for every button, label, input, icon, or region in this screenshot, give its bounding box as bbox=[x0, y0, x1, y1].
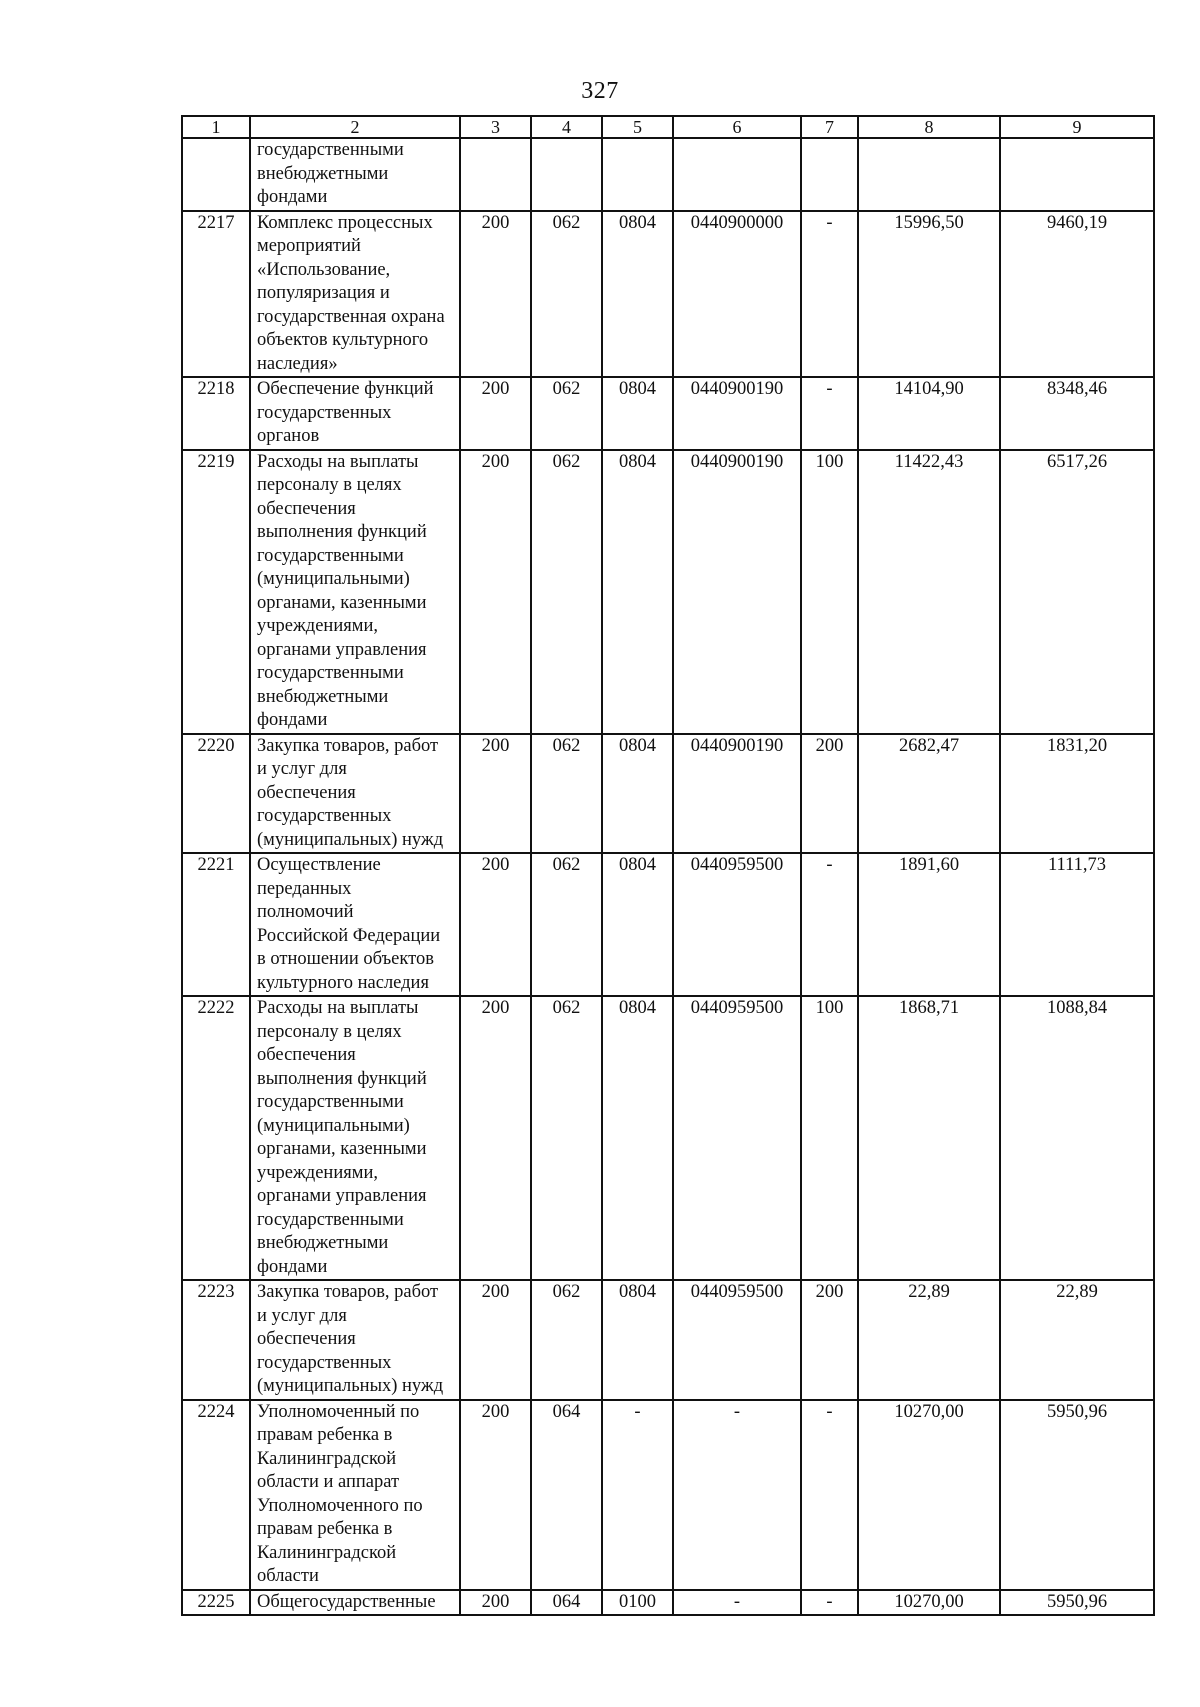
code-col-3-cell bbox=[460, 138, 531, 211]
amount-col-9: 1831,20 bbox=[1046, 735, 1108, 756]
code-col-7-cell bbox=[801, 996, 858, 1280]
expense-name: государственными внебюджетными фондами bbox=[257, 140, 404, 207]
code-col-4-cell bbox=[531, 211, 602, 378]
amount-col-9: 5950,96 bbox=[1046, 1401, 1108, 1422]
row-number: 2219 bbox=[197, 451, 235, 472]
code-col-5: 0804 bbox=[619, 379, 656, 399]
row-number-cell bbox=[182, 377, 250, 450]
code-col-5-cell bbox=[602, 211, 673, 378]
row-number-cell bbox=[182, 211, 250, 378]
code-col-7-cell bbox=[801, 138, 858, 211]
code-col-6-cell bbox=[673, 734, 801, 854]
table-row bbox=[182, 450, 1154, 734]
row-number: 2217 bbox=[197, 212, 235, 233]
amount-col-9-cell bbox=[1000, 211, 1154, 378]
code-col-4-cell bbox=[531, 377, 602, 450]
code-col-4-cell bbox=[531, 996, 602, 1280]
code-col-5: 0100 bbox=[619, 1591, 656, 1612]
code-col-6: 0440959500 bbox=[690, 998, 784, 1018]
amount-col-8: 14104,90 bbox=[894, 379, 964, 399]
code-col-4: 062 bbox=[552, 855, 581, 875]
amount-col-9-cell bbox=[1000, 853, 1154, 996]
code-col-3-cell bbox=[460, 377, 531, 450]
header-cell-5: 5 bbox=[602, 116, 673, 138]
budget-table bbox=[181, 115, 1155, 1616]
code-col-5-cell bbox=[602, 996, 673, 1280]
amount-col-8-cell bbox=[858, 853, 1000, 996]
code-col-7-cell bbox=[801, 853, 858, 996]
code-col-3: 200 bbox=[481, 379, 510, 399]
code-col-3-cell bbox=[460, 734, 531, 854]
table-row bbox=[182, 1280, 1154, 1400]
code-col-5-cell bbox=[602, 138, 673, 211]
code-col-7-cell bbox=[801, 377, 858, 450]
header-row bbox=[182, 116, 1154, 138]
amount-col-8-cell bbox=[858, 211, 1000, 378]
code-col-3-cell bbox=[460, 853, 531, 996]
amount-col-8-cell bbox=[858, 377, 1000, 450]
row-number-cell bbox=[182, 1400, 250, 1590]
amount-col-8: 10270,00 bbox=[894, 1401, 964, 1422]
code-col-6-cell bbox=[673, 138, 801, 211]
code-col-7: - bbox=[826, 212, 833, 233]
code-col-4-cell bbox=[531, 138, 602, 211]
code-col-3-cell bbox=[460, 1280, 531, 1400]
page-number: 327 bbox=[581, 78, 619, 104]
header-cell-2: 2 bbox=[250, 116, 460, 138]
amount-col-8-cell bbox=[858, 450, 1000, 734]
expense-name: Комплекс процессных мероприятий «Использование, популяризация и государственная охрана объектов культурного наследия» bbox=[257, 212, 445, 374]
code-col-6-cell bbox=[673, 211, 801, 378]
expense-name-cell bbox=[250, 138, 460, 211]
code-col-6-cell bbox=[673, 1280, 801, 1400]
header-cell-1: 1 bbox=[182, 116, 250, 138]
row-number-cell bbox=[182, 853, 250, 996]
amount-col-8-cell bbox=[858, 138, 1000, 211]
code-col-4-cell bbox=[531, 1280, 602, 1400]
code-col-5: 0804 bbox=[619, 735, 656, 756]
code-col-6-cell bbox=[673, 996, 801, 1280]
code-col-3-cell bbox=[460, 1400, 531, 1590]
expense-name-cell bbox=[250, 377, 460, 450]
amount-col-8: 22,89 bbox=[908, 1282, 950, 1302]
row-number: 2224 bbox=[197, 1401, 235, 1422]
row-number: 2222 bbox=[197, 998, 235, 1018]
code-col-4: 062 bbox=[552, 451, 581, 472]
row-number-cell bbox=[182, 1280, 250, 1400]
amount-col-8-cell bbox=[858, 996, 1000, 1280]
expense-name: Обеспечение функций государственных органов bbox=[257, 379, 434, 446]
code-col-7: - bbox=[826, 379, 833, 399]
code-col-3: 200 bbox=[481, 1282, 510, 1302]
amount-col-9: 9460,19 bbox=[1046, 212, 1108, 233]
code-col-7-cell bbox=[801, 1590, 858, 1616]
header-cell-8: 8 bbox=[858, 116, 1000, 138]
code-col-3-cell bbox=[460, 211, 531, 378]
amount-col-9-cell bbox=[1000, 1590, 1154, 1616]
code-col-5-cell bbox=[602, 377, 673, 450]
expense-name-cell bbox=[250, 450, 460, 734]
row-number-cell bbox=[182, 138, 250, 211]
code-col-5-cell bbox=[602, 450, 673, 734]
amount-col-8: 15996,50 bbox=[894, 212, 964, 233]
table-row bbox=[182, 1400, 1154, 1590]
code-col-5: 0804 bbox=[619, 998, 656, 1018]
code-col-3: 200 bbox=[481, 855, 510, 875]
code-col-6: 0440959500 bbox=[690, 1282, 784, 1302]
code-col-5: - bbox=[634, 1401, 641, 1422]
amount-col-9: 22,89 bbox=[1056, 1282, 1098, 1302]
amount-col-9: 6517,26 bbox=[1046, 451, 1108, 472]
code-col-5: 0804 bbox=[619, 212, 656, 233]
expense-name-cell bbox=[250, 734, 460, 854]
code-col-7: 100 bbox=[815, 451, 844, 472]
table-row bbox=[182, 853, 1154, 996]
code-col-6-cell bbox=[673, 853, 801, 996]
table-row bbox=[182, 1590, 1154, 1616]
code-col-5: 0804 bbox=[619, 855, 656, 875]
expense-name-cell bbox=[250, 211, 460, 378]
row-number-cell bbox=[182, 996, 250, 1280]
code-col-4: 062 bbox=[552, 735, 581, 756]
code-col-4-cell bbox=[531, 734, 602, 854]
expense-name: Осуществление переданных полномочий Российской Федерации в отношении объектов культурного наследия bbox=[257, 855, 441, 993]
expense-name: Уполномоченный по правам ребенка в Калининградской области и аппарат Уполномоченного по правам ребенка в Калининградской области bbox=[257, 1401, 423, 1586]
code-col-7: 200 bbox=[815, 1282, 844, 1302]
code-col-3-cell bbox=[460, 450, 531, 734]
code-col-6: 0440900190 bbox=[690, 451, 784, 472]
code-col-6-cell bbox=[673, 1590, 801, 1616]
code-col-7: - bbox=[826, 855, 833, 875]
header-cell-7: 7 bbox=[801, 116, 858, 138]
code-col-5-cell bbox=[602, 1280, 673, 1400]
code-col-6: 0440900000 bbox=[690, 212, 784, 233]
row-number-cell bbox=[182, 450, 250, 734]
code-col-5-cell bbox=[602, 1400, 673, 1590]
code-col-3-cell bbox=[460, 996, 531, 1280]
code-col-4: 064 bbox=[552, 1401, 581, 1422]
row-number: 2223 bbox=[197, 1282, 235, 1302]
code-col-6: - bbox=[733, 1591, 741, 1612]
amount-col-9-cell bbox=[1000, 377, 1154, 450]
amount-col-9: 1088,84 bbox=[1046, 998, 1108, 1018]
code-col-6: 0440900190 bbox=[690, 735, 784, 756]
code-col-3: 200 bbox=[481, 1591, 510, 1612]
header-cell-4: 4 bbox=[531, 116, 602, 138]
code-col-5-cell bbox=[602, 734, 673, 854]
header-cell-3: 3 bbox=[460, 116, 531, 138]
amount-col-8: 1891,60 bbox=[898, 855, 960, 875]
amount-col-9-cell bbox=[1000, 1280, 1154, 1400]
amount-col-8-cell bbox=[858, 1590, 1000, 1616]
code-col-3: 200 bbox=[481, 998, 510, 1018]
table-row bbox=[182, 377, 1154, 450]
amount-col-9-cell bbox=[1000, 734, 1154, 854]
row-number-cell bbox=[182, 1590, 250, 1616]
table-row bbox=[182, 211, 1154, 378]
code-col-7: - bbox=[826, 1591, 833, 1612]
amount-col-9-cell bbox=[1000, 450, 1154, 734]
expense-name-cell bbox=[250, 1590, 460, 1616]
amount-col-8: 11422,43 bbox=[894, 451, 964, 472]
code-col-5-cell bbox=[602, 853, 673, 996]
code-col-7: 200 bbox=[815, 735, 844, 756]
code-col-4: 064 bbox=[552, 1591, 581, 1612]
expense-name-cell bbox=[250, 853, 460, 996]
code-col-6-cell bbox=[673, 377, 801, 450]
code-col-3: 200 bbox=[481, 451, 510, 472]
code-col-5: 0804 bbox=[619, 1282, 656, 1302]
code-col-3: 200 bbox=[481, 735, 510, 756]
code-col-4-cell bbox=[531, 853, 602, 996]
amount-col-8-cell bbox=[858, 1400, 1000, 1590]
expense-name-cell bbox=[250, 1280, 460, 1400]
row-number: 2221 bbox=[197, 855, 235, 875]
code-col-6: - bbox=[733, 1401, 741, 1422]
code-col-4: 062 bbox=[552, 998, 581, 1018]
header-cell-9: 9 bbox=[1000, 116, 1154, 138]
table-body bbox=[182, 138, 1154, 1615]
amount-col-9: 8348,46 bbox=[1046, 379, 1108, 399]
table-row bbox=[182, 138, 1154, 211]
expense-name-cell bbox=[250, 996, 460, 1280]
code-col-4: 062 bbox=[552, 212, 581, 233]
table-row bbox=[182, 996, 1154, 1280]
code-col-3: 200 bbox=[481, 1401, 510, 1422]
code-col-4-cell bbox=[531, 1400, 602, 1590]
row-number-cell bbox=[182, 734, 250, 854]
code-col-4: 062 bbox=[552, 1282, 581, 1302]
row-number: 2220 bbox=[197, 735, 235, 756]
code-col-3-cell bbox=[460, 1590, 531, 1616]
amount-col-8: 2682,47 bbox=[898, 735, 960, 756]
expense-name: Закупка товаров, работ и услуг для обеспечения государственных (муниципальных) нужд bbox=[257, 1282, 444, 1396]
expense-name: Расходы на выплаты персоналу в целях обеспечения выполнения функций государственными (муниципальными) органами, казенными учреждениями, органами управления государственными внебюджетными фондами bbox=[257, 998, 427, 1277]
code-col-6: 0440900190 bbox=[690, 379, 784, 399]
amount-col-9-cell bbox=[1000, 1400, 1154, 1590]
amount-col-8-cell bbox=[858, 734, 1000, 854]
amount-col-8: 10270,00 bbox=[894, 1591, 964, 1612]
code-col-5: 0804 bbox=[619, 451, 656, 472]
expense-name: Закупка товаров, работ и услуг для обеспечения государственных (муниципальных) нужд bbox=[257, 735, 444, 850]
code-col-6-cell bbox=[673, 1400, 801, 1590]
table-row bbox=[182, 734, 1154, 854]
row-number: 2225 bbox=[197, 1591, 235, 1612]
header-cell-6: 6 bbox=[673, 116, 801, 138]
amount-col-9: 1111,73 bbox=[1047, 855, 1107, 875]
expense-name: Общегосударственные bbox=[257, 1591, 436, 1612]
code-col-7-cell bbox=[801, 211, 858, 378]
amount-col-9: 5950,96 bbox=[1046, 1591, 1108, 1612]
amount-col-8-cell bbox=[858, 1280, 1000, 1400]
row-number: 2218 bbox=[197, 379, 235, 399]
code-col-6: 0440959500 bbox=[690, 855, 784, 875]
code-col-7-cell bbox=[801, 1400, 858, 1590]
code-col-4-cell bbox=[531, 1590, 602, 1616]
code-col-5-cell bbox=[602, 1590, 673, 1616]
code-col-4-cell bbox=[531, 450, 602, 734]
code-col-7: 100 bbox=[815, 998, 844, 1018]
amount-col-8: 1868,71 bbox=[898, 998, 960, 1018]
code-col-7-cell bbox=[801, 734, 858, 854]
expense-name: Расходы на выплаты персоналу в целях обеспечения выполнения функций государственными (муниципальными) органами, казенными учреждениями, органами управления государственными внебюджетными фондами bbox=[257, 451, 427, 730]
code-col-6-cell bbox=[673, 450, 801, 734]
code-col-7-cell bbox=[801, 450, 858, 734]
amount-col-9-cell bbox=[1000, 138, 1154, 211]
code-col-7: - bbox=[826, 1401, 833, 1422]
code-col-7-cell bbox=[801, 1280, 858, 1400]
amount-col-9-cell bbox=[1000, 996, 1154, 1280]
code-col-3: 200 bbox=[481, 212, 510, 233]
code-col-4: 062 bbox=[552, 379, 581, 399]
expense-name-cell bbox=[250, 1400, 460, 1590]
